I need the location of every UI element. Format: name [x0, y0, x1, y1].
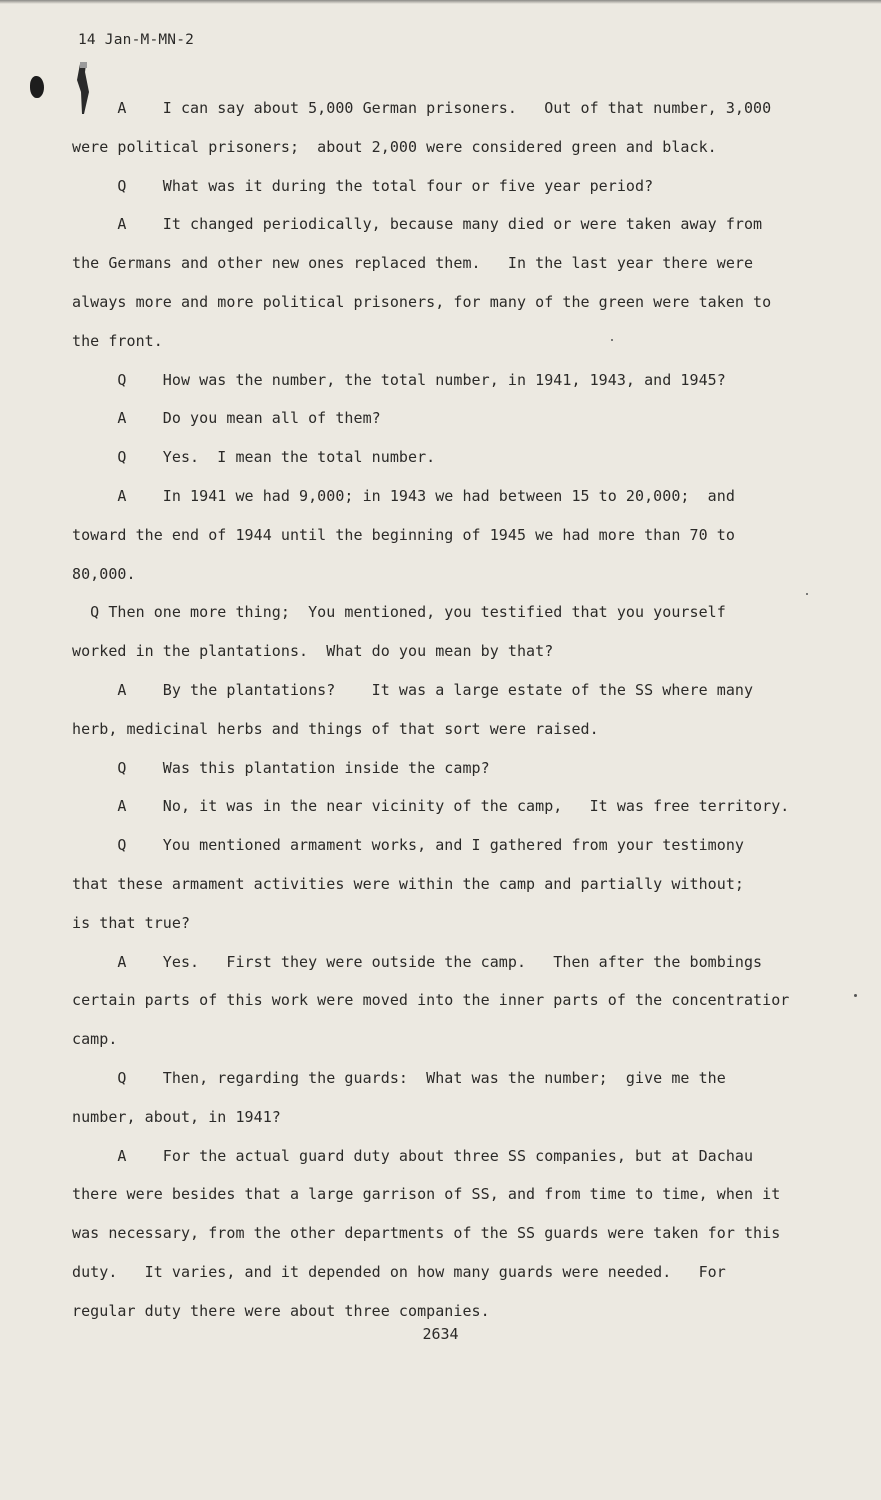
text-line: there were besides that a large garrison of SS, and from time to time, when it [72, 1185, 781, 1204]
text-line: A Do you mean all of them? [72, 409, 381, 428]
text-line: A It changed periodically, because many died or were taken away from [72, 215, 763, 234]
text-line: Q Then one more thing; You mentioned, you testified that you yourself [72, 603, 726, 622]
punch-hole-mark [30, 76, 44, 98]
text-line: Q What was it during the total four or five year period? [72, 176, 654, 195]
text-line: camp. [72, 1030, 118, 1049]
text-line: regular duty there were about three companies. [72, 1301, 490, 1320]
text-line: Q Then, regarding the guards: What was the number; give me the [72, 1068, 726, 1087]
text-line: always more and more political prisoners, for many of the green were taken to [72, 292, 772, 311]
page-number: 2634 [422, 1325, 459, 1343]
ink-speck [806, 593, 808, 595]
text-line: were political prisoners; about 2,000 were considered green and black. [72, 137, 717, 156]
document-reference-header: 14 Jan-M-MN-2 [78, 32, 195, 48]
text-line: A I can say about 5,000 German prisoners. Out of that number, 3,000 [72, 99, 772, 117]
text-line: the Germans and other new ones replaced them. In the last year there were [72, 254, 754, 273]
text-line: A No, it was in the near vicinity of the camp, It was free territory. [72, 797, 790, 816]
text-line: that these armament activities were within the camp and partially without; [72, 874, 744, 893]
text-line: certain parts of this work were moved into the inner parts of the concentratior [72, 991, 790, 1010]
text-line: Q You mentioned armament works, and I gathered from your testimony [72, 836, 744, 855]
text-line: Q Yes. I mean the total number. [72, 448, 436, 467]
text-line: 80,000. [72, 564, 136, 583]
text-line: Q Was this plantation inside the camp? [72, 758, 490, 777]
text-line: was necessary, from the other departments of the SS guards were taken for this [72, 1224, 781, 1243]
text-line: toward the end of 1944 until the beginning of 1945 we had more than 70 to [72, 525, 735, 544]
ink-speck [854, 994, 857, 997]
page-top-edge [0, 0, 881, 4]
text-line: number, about, in 1941? [72, 1107, 281, 1126]
text-line: A For the actual guard duty about three SS companies, but at Dachau [72, 1146, 754, 1165]
transcript-body [72, 89, 842, 1331]
text-line: worked in the plantations. What do you mean by that? [72, 642, 554, 661]
text-line: herb, medicinal herbs and things of that sort were raised. [72, 719, 599, 738]
text-line: A Yes. First they were outside the camp. Then after the bombings [72, 952, 763, 971]
text-line: Q How was the number, the total number, in 1941, 1943, and 1945? [72, 370, 726, 389]
text-line: the front. [72, 331, 163, 350]
text-line: A In 1941 we had 9,000; in 1943 we had between 15 to 20,000; and [72, 486, 735, 505]
text-line: A By the plantations? It was a large estate of the SS where many [72, 680, 754, 699]
text-line: is that true? [72, 913, 191, 932]
ink-speck [611, 339, 613, 341]
text-line: duty. It varies, and it depended on how many guards were needed. For [72, 1262, 726, 1281]
